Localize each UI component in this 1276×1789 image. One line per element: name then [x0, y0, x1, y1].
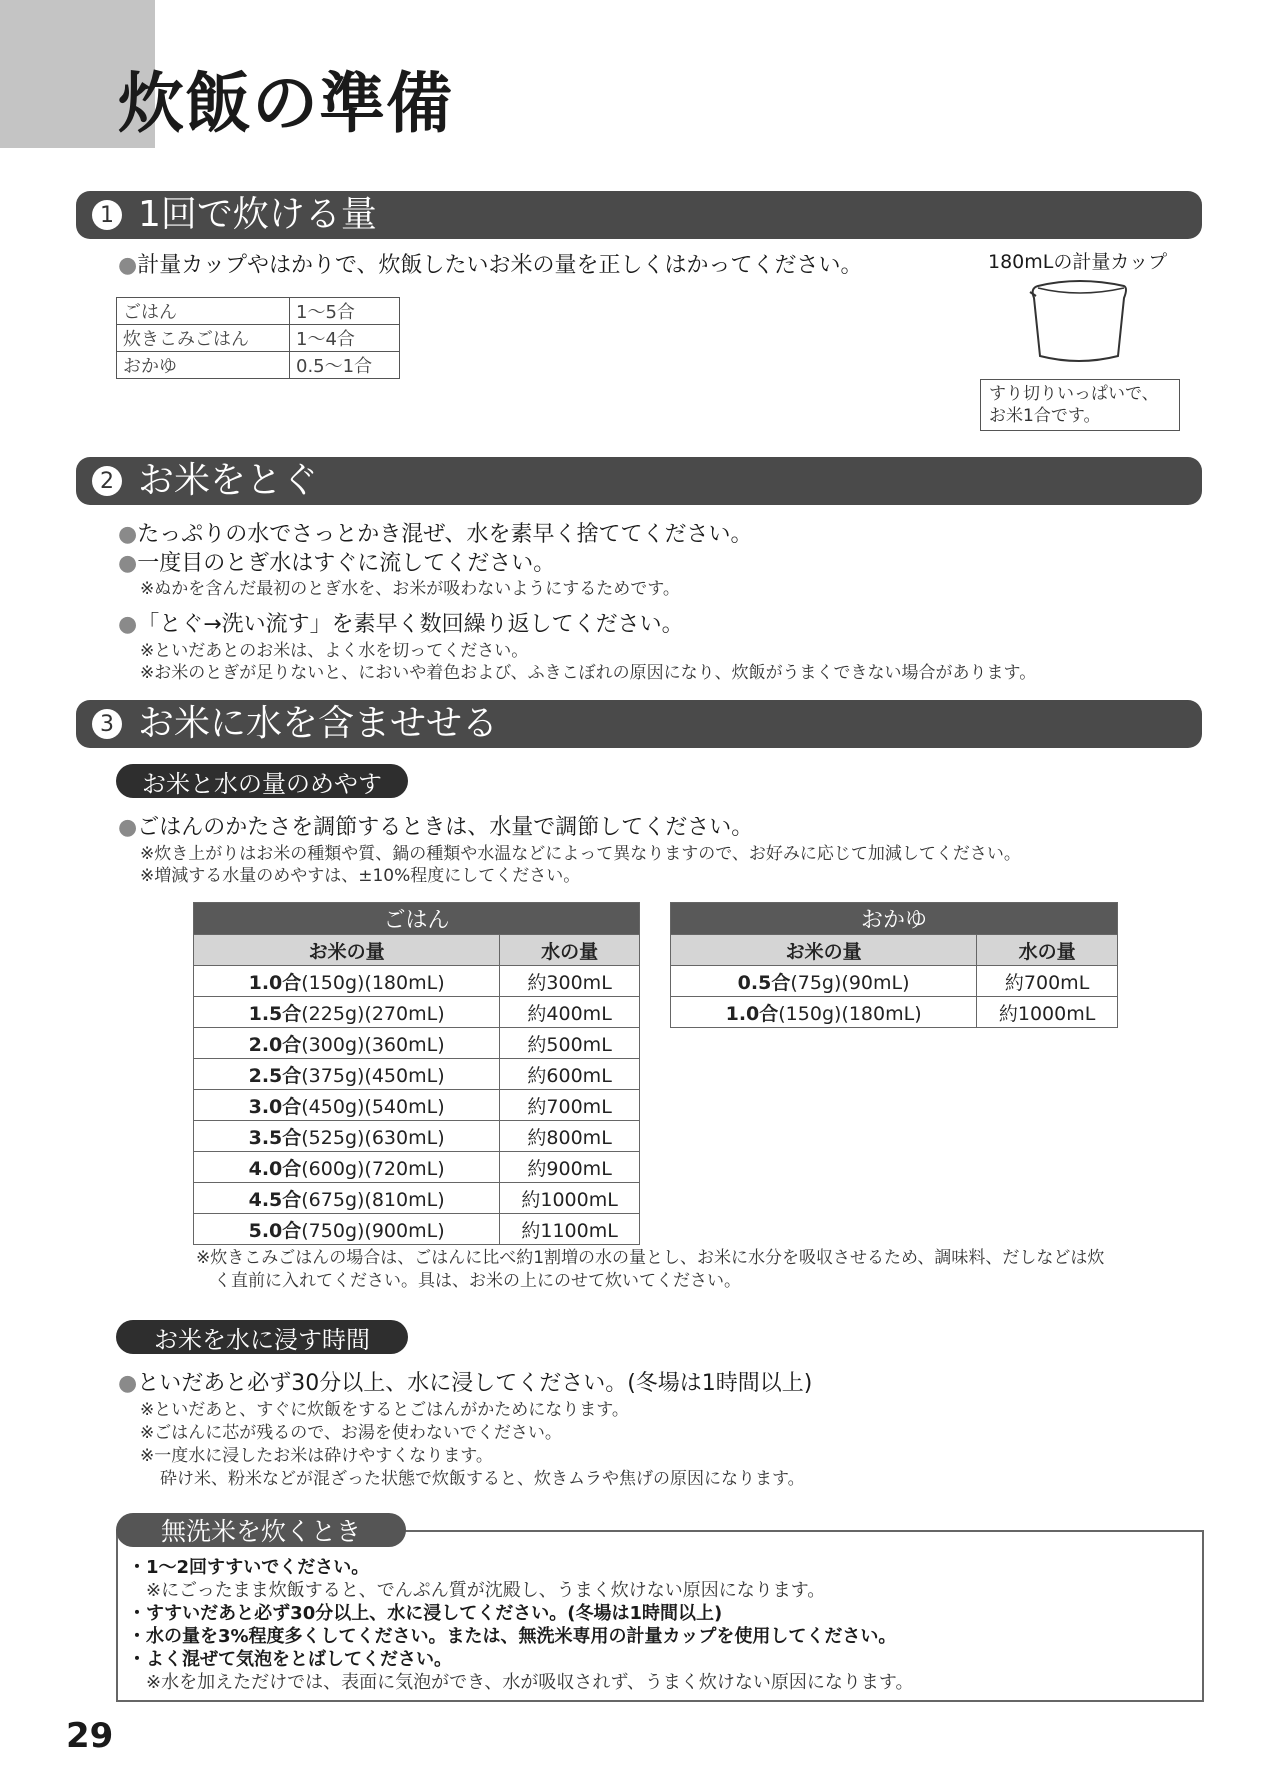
- rice-go: 0.5合: [737, 971, 791, 994]
- musenmai-line-4: ・水の量を3%程度多くしてください。または、無洗米専用の計量カップを使用してください。: [128, 1626, 897, 1647]
- rice-detail: (600g)(720mL): [301, 1157, 445, 1180]
- musenmai-line-1: ・1～2回すすいでください。: [128, 1557, 370, 1578]
- rice-detail: (75g)(90mL): [790, 971, 910, 994]
- water-amount-cell: 約1000mL: [500, 1183, 640, 1214]
- section-3-note-3a: ※炊きこみごはんの場合は、ごはんに比べ約1割増の水の量とし、お米に水分を吸収させるため、調味料、だしなどは炊: [196, 1248, 1105, 1268]
- rice-detail: (525g)(630mL): [301, 1126, 445, 1149]
- rice-amount-cell: [194, 1152, 500, 1183]
- amount-cell: 0.5～1合: [290, 352, 400, 379]
- rice-amount-cell: [194, 1090, 500, 1121]
- amount-cell: 1～4合: [290, 325, 400, 352]
- section-2-bullet-3: ●「とぐ→洗い流す」を素早く数回繰り返してください。: [118, 612, 684, 637]
- menu-cell: 炊きこみごはん: [117, 325, 290, 352]
- gohan-water-table: [193, 902, 640, 1245]
- section-3-note-4: ※といだあと、すぐに炊飯をするとごはんがかためになります。: [140, 1400, 629, 1420]
- water-amount-cell: 約300mL: [500, 966, 640, 997]
- water-amount-cell: 約700mL: [500, 1090, 640, 1121]
- rice-go: 4.5合: [248, 1188, 302, 1211]
- section-1-bullet: ●計量カップやはかりで、炊飯したいお米の量を正しくはかってください。: [118, 253, 863, 278]
- rice-go: 1.5合: [248, 1002, 302, 1025]
- section-2-note-2: ※といだあとのお米は、よく水を切ってください。: [140, 641, 529, 661]
- col-header-rice: お米の量: [671, 935, 977, 966]
- col-header-water: 水の量: [500, 935, 640, 966]
- okayu-table-caption: おかゆ: [671, 903, 1118, 935]
- rice-go: 2.5合: [248, 1064, 302, 1087]
- section-3-title: お米に水を含ませせる: [138, 703, 499, 744]
- section-2-header: [76, 457, 1202, 505]
- rice-detail: (300g)(360mL): [301, 1033, 445, 1056]
- cup-label: 180mLの計量カップ: [988, 251, 1168, 273]
- section-2-note-3: ※お米のとぎが足りないと、においや着色および、ふきこぼれの原因になり、炊飯がうまくできない場合があります。: [140, 663, 1037, 683]
- section-3-note-3b: く直前に入れてください。具は、お米の上にのせて炊いてください。: [214, 1271, 741, 1291]
- table-row: [194, 1121, 640, 1152]
- section-3-bullet-2: ●といだあと必ず30分以上、水に浸してください。(冬場は1時間以上): [118, 1371, 813, 1396]
- table-row: [194, 1214, 640, 1245]
- rice-amount-cell: [194, 966, 500, 997]
- rice-go: 1.0合: [248, 971, 302, 994]
- cup-note: [980, 379, 1180, 431]
- section-2-bullet-2: ●一度目のとぎ水はすぐに流してください。: [118, 551, 556, 576]
- page-number: 29: [66, 1716, 114, 1756]
- section-3-note-5: ※ごはんに芯が残るので、お湯を使わないでください。: [140, 1423, 562, 1443]
- water-amount-cell: 約900mL: [500, 1152, 640, 1183]
- col-header-water: 水の量: [977, 935, 1118, 966]
- rice-detail: (450g)(540mL): [301, 1095, 445, 1118]
- table-row: [117, 298, 400, 325]
- musenmai-line-2: ※にごったまま炊飯すると、でんぷん質が沈殿し、うまく炊けない原因になります。: [146, 1580, 826, 1601]
- water-amount-cell: 約1000mL: [977, 997, 1118, 1028]
- table-row: [194, 1059, 640, 1090]
- musenmai-line-6: ※水を加えただけでは、表面に気泡ができ、水が吸収されず、うまく炊けない原因になります。: [146, 1672, 914, 1693]
- section-3-number: 3: [92, 709, 122, 739]
- water-amount-cell: 約700mL: [977, 966, 1118, 997]
- table-row: [194, 1152, 640, 1183]
- musenmai-box-top-border: [405, 1530, 1204, 1532]
- measuring-cup-icon: [1024, 278, 1134, 368]
- rice-detail: (150g)(180mL): [301, 971, 445, 994]
- section-2-note-1: ※ぬかを含んだ最初のとぎ水を、お米が吸わないようにするためです。: [140, 579, 680, 599]
- menu-cell: ごはん: [117, 298, 290, 325]
- water-amount-cell: 約800mL: [500, 1121, 640, 1152]
- rice-detail: (750g)(900mL): [301, 1219, 445, 1242]
- rice-detail: (225g)(270mL): [301, 1002, 445, 1025]
- cup-note-line: すり切りいっぱいで、: [989, 384, 1159, 404]
- okayu-water-table: [670, 902, 1118, 1028]
- section-3-note-7: 砕け米、粉米などが混ざった状態で炊飯すると、炊きムラや焦げの原因になります。: [160, 1469, 805, 1489]
- gohan-table-caption: ごはん: [194, 903, 640, 935]
- subsection-pill-soak: お米を水に浸す時間: [116, 1320, 408, 1354]
- table-row: [117, 352, 400, 379]
- water-amount-cell: 約600mL: [500, 1059, 640, 1090]
- table-row: [194, 1183, 640, 1214]
- rice-amount-cell: [194, 1214, 500, 1245]
- table-row: [194, 1090, 640, 1121]
- menu-cell: おかゆ: [117, 352, 290, 379]
- rice-amount-cell: [194, 1059, 500, 1090]
- rice-go: 1.0合: [725, 1002, 779, 1025]
- table-row: [194, 1028, 640, 1059]
- rice-detail: (675g)(810mL): [301, 1188, 445, 1211]
- section-2-title: お米をとぐ: [138, 460, 319, 501]
- rice-go: 3.5合: [248, 1126, 302, 1149]
- musenmai-line-3: ・すすいだあと必ず30分以上、水に浸してください。(冬場は1時間以上): [128, 1603, 723, 1624]
- section-3-bullet-1: ●ごはんのかたさを調節するときは、水量で調節してください。: [118, 815, 754, 840]
- section-1-title: 1回で炊ける量: [138, 194, 377, 235]
- section-3-header: [76, 700, 1202, 748]
- rice-amount-cell: [194, 1028, 500, 1059]
- section-2-number: 2: [92, 466, 122, 496]
- rice-amount-cell: [194, 1183, 500, 1214]
- rice-amount-cell: [194, 997, 500, 1028]
- table-row: [671, 966, 1118, 997]
- table-row: [117, 325, 400, 352]
- musenmai-title: 無洗米を炊くとき: [116, 1513, 406, 1547]
- cup-note-line: お米1合です。: [989, 406, 1101, 426]
- section-1-header: [76, 191, 1202, 239]
- section-3-note-2: ※増減する水量のめやすは、±10%程度にしてください。: [140, 866, 581, 886]
- rice-go: 3.0合: [248, 1095, 302, 1118]
- rice-go: 5.0合: [248, 1219, 302, 1242]
- section-3-note-1: ※炊き上がりはお米の種類や質、鍋の種類や水温などによって異なりますので、お好みに応じて加減してください。: [140, 844, 1021, 864]
- table-row: [194, 997, 640, 1028]
- subsection-pill-water: お米と水の量のめやす: [116, 764, 408, 798]
- rice-go: 4.0合: [248, 1157, 302, 1180]
- table-row: [194, 966, 640, 997]
- water-amount-cell: 約1100mL: [500, 1214, 640, 1245]
- rice-go: 2.0合: [248, 1033, 302, 1056]
- col-header-rice: お米の量: [194, 935, 500, 966]
- capacity-table: [116, 297, 400, 379]
- rice-detail: (150g)(180mL): [778, 1002, 922, 1025]
- section-3-note-6: ※一度水に浸したお米は砕けやすくなります。: [140, 1446, 493, 1466]
- rice-detail: (375g)(450mL): [301, 1064, 445, 1087]
- amount-cell: 1～5合: [290, 298, 400, 325]
- section-2-bullet-1: ●たっぷりの水でさっとかき混ぜ、水を素早く捨ててください。: [118, 522, 753, 547]
- water-amount-cell: 約400mL: [500, 997, 640, 1028]
- page-title: 炊飯の準備: [118, 65, 453, 142]
- rice-amount-cell: [671, 966, 977, 997]
- table-row: [671, 997, 1118, 1028]
- section-1-number: 1: [92, 200, 122, 230]
- water-amount-cell: 約500mL: [500, 1028, 640, 1059]
- musenmai-line-5: ・よく混ぜて気泡をとばしてください。: [128, 1649, 452, 1670]
- rice-amount-cell: [671, 997, 977, 1028]
- rice-amount-cell: [194, 1121, 500, 1152]
